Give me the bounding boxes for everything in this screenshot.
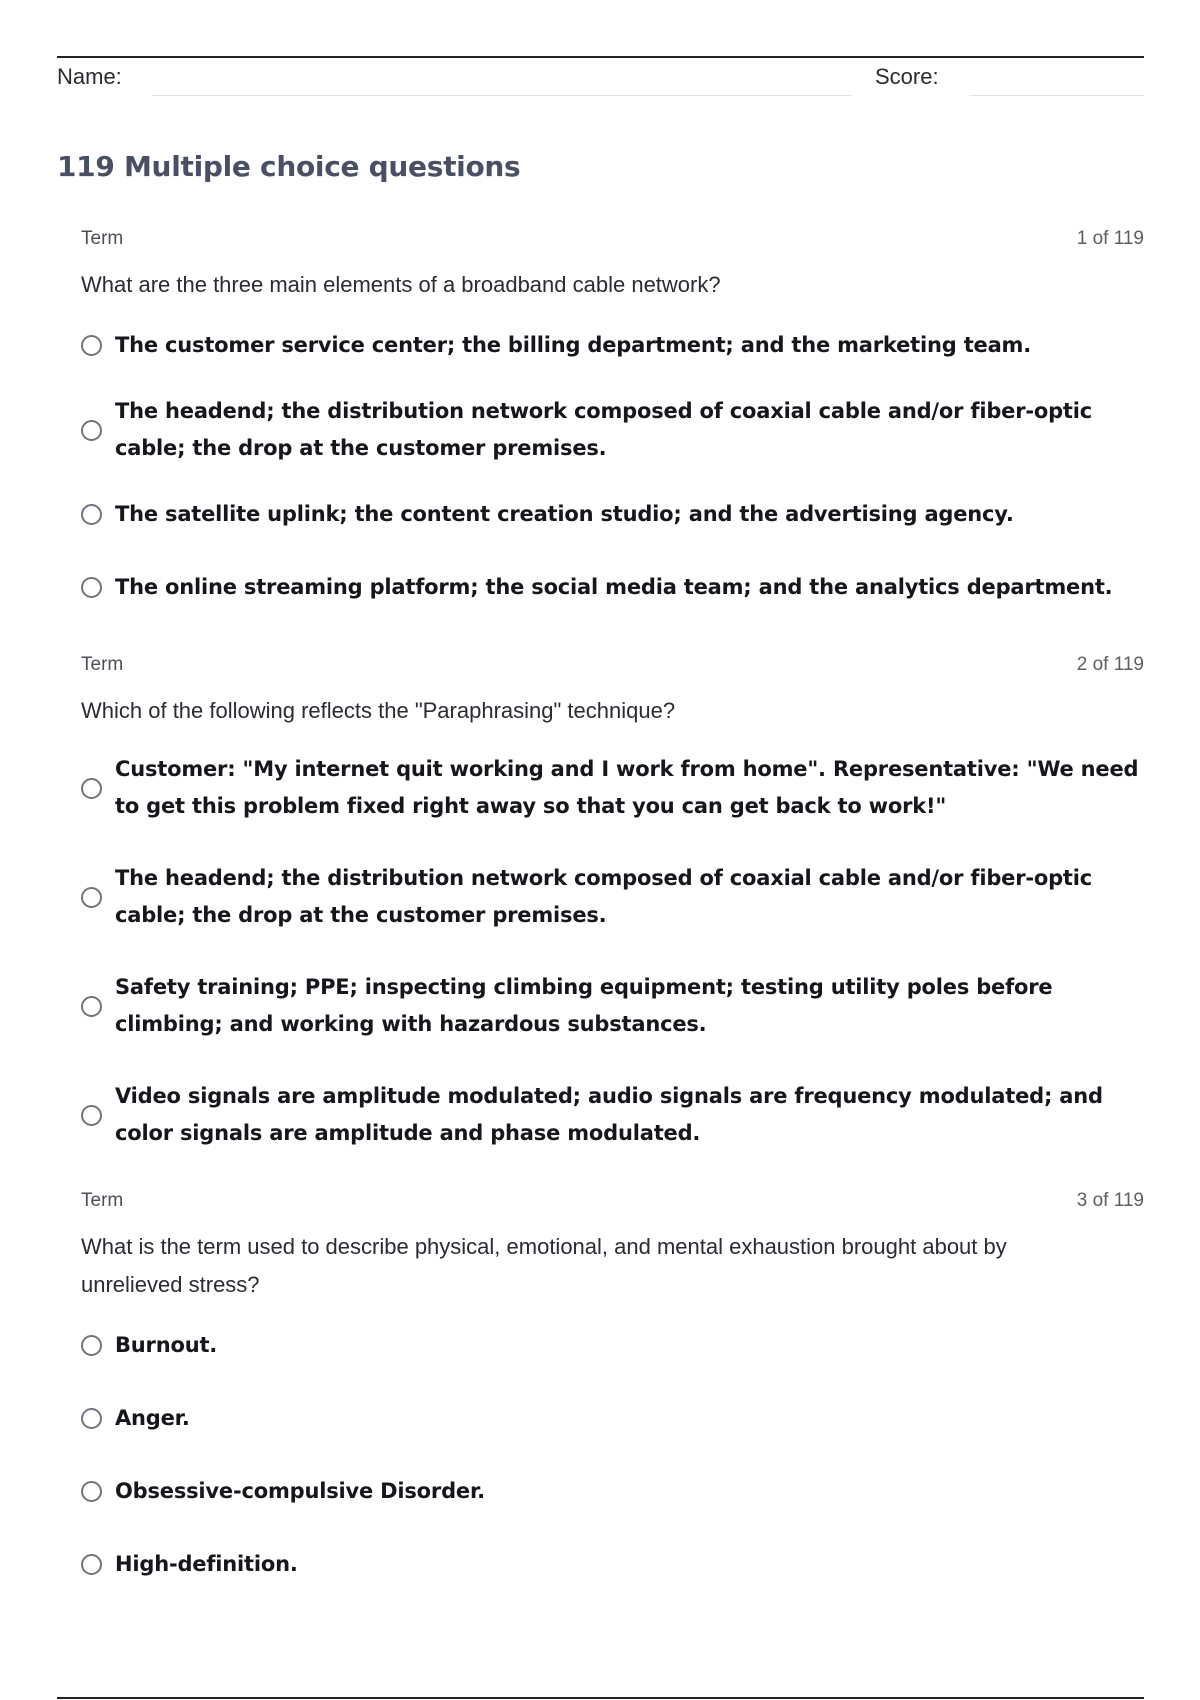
answer-option[interactable]: [81, 496, 1144, 533]
question-counter: 1 of 119: [1076, 228, 1144, 249]
radio-button-icon[interactable]: [81, 1105, 102, 1126]
answer-options: [81, 751, 1144, 1152]
option-label: High-definition.: [115, 1552, 298, 1576]
radio-button-icon[interactable]: [81, 996, 102, 1017]
score-label: Score:: [875, 64, 939, 89]
answer-option[interactable]: [81, 751, 1144, 825]
section-title: 119 Multiple choice questions: [57, 150, 521, 183]
term-label: Term: [81, 228, 124, 249]
worksheet-page: [57, 0, 1144, 1700]
score-field-line[interactable]: [969, 95, 1144, 96]
option-label: Anger.: [115, 1406, 190, 1430]
answer-option[interactable]: [81, 1400, 1144, 1437]
answer-option[interactable]: [81, 327, 1144, 364]
question-prompt: Which of the following reflects the "Paraphrasing" technique?: [81, 698, 676, 723]
radio-button-icon[interactable]: [81, 335, 102, 356]
answer-option[interactable]: [81, 969, 1144, 1043]
answer-option[interactable]: [81, 1327, 1144, 1364]
radio-button-icon[interactable]: [81, 504, 102, 525]
option-label: Safety training; PPE; inspecting climbing equipment; testing utility poles before climbing; and working with hazardous substances.: [115, 975, 1053, 1036]
option-label: Video signals are amplitude modulated; audio signals are frequency modulated; and color signals are amplitude and phase modulated.: [115, 1084, 1103, 1145]
header: [57, 58, 1144, 98]
answer-option[interactable]: [81, 1473, 1144, 1510]
name-label: Name:: [57, 64, 122, 89]
answer-option[interactable]: [81, 1078, 1144, 1152]
radio-button-icon[interactable]: [81, 778, 102, 799]
name-field-line[interactable]: [152, 95, 852, 96]
question-counter: 3 of 119: [1076, 1190, 1144, 1211]
question-3: [81, 1190, 1144, 1583]
option-label: Burnout.: [115, 1333, 218, 1357]
answer-options: [81, 327, 1144, 606]
option-label: The satellite uplink; the content creation studio; and the advertising agency.: [115, 502, 1014, 526]
radio-button-icon[interactable]: [81, 420, 102, 441]
answer-option[interactable]: [81, 860, 1144, 934]
footer-rule: [57, 1697, 1144, 1699]
radio-button-icon[interactable]: [81, 1408, 102, 1429]
question-prompt: What are the three main elements of a broadband cable network?: [81, 272, 721, 297]
question-counter: 2 of 119: [1076, 654, 1144, 675]
question-2: [81, 654, 1144, 1152]
question-prompt: What is the term used to describe physical, emotional, and mental exhaustion brought about by unrelieved stress?: [81, 1234, 1007, 1297]
term-label: Term: [81, 654, 124, 675]
radio-button-icon[interactable]: [81, 577, 102, 598]
option-label: Obsessive-compulsive Disorder.: [115, 1479, 485, 1503]
option-label: The customer service center; the billing department; and the marketing team.: [115, 333, 1032, 357]
radio-button-icon[interactable]: [81, 1335, 102, 1356]
option-label: The headend; the distribution network composed of coaxial cable and/or fiber-optic cable; the drop at the customer premises.: [115, 399, 1093, 460]
question-1: [81, 228, 1144, 606]
radio-button-icon[interactable]: [81, 887, 102, 908]
radio-button-icon[interactable]: [81, 1554, 102, 1575]
answer-option[interactable]: [81, 569, 1144, 606]
answer-options: [81, 1327, 1144, 1583]
option-label: The headend; the distribution network composed of coaxial cable and/or fiber-optic cable; the drop at the customer premises.: [115, 866, 1093, 927]
answer-option[interactable]: [81, 1546, 1144, 1583]
radio-button-icon[interactable]: [81, 1481, 102, 1502]
option-label: Customer: "My internet quit working and I work from home". Representative: "We need to get this problem fixed right away so that you can get back to work!": [115, 757, 1139, 818]
option-label: The online streaming platform; the social media team; and the analytics department.: [115, 575, 1113, 599]
answer-option[interactable]: [81, 393, 1144, 467]
term-label: Term: [81, 1190, 124, 1211]
